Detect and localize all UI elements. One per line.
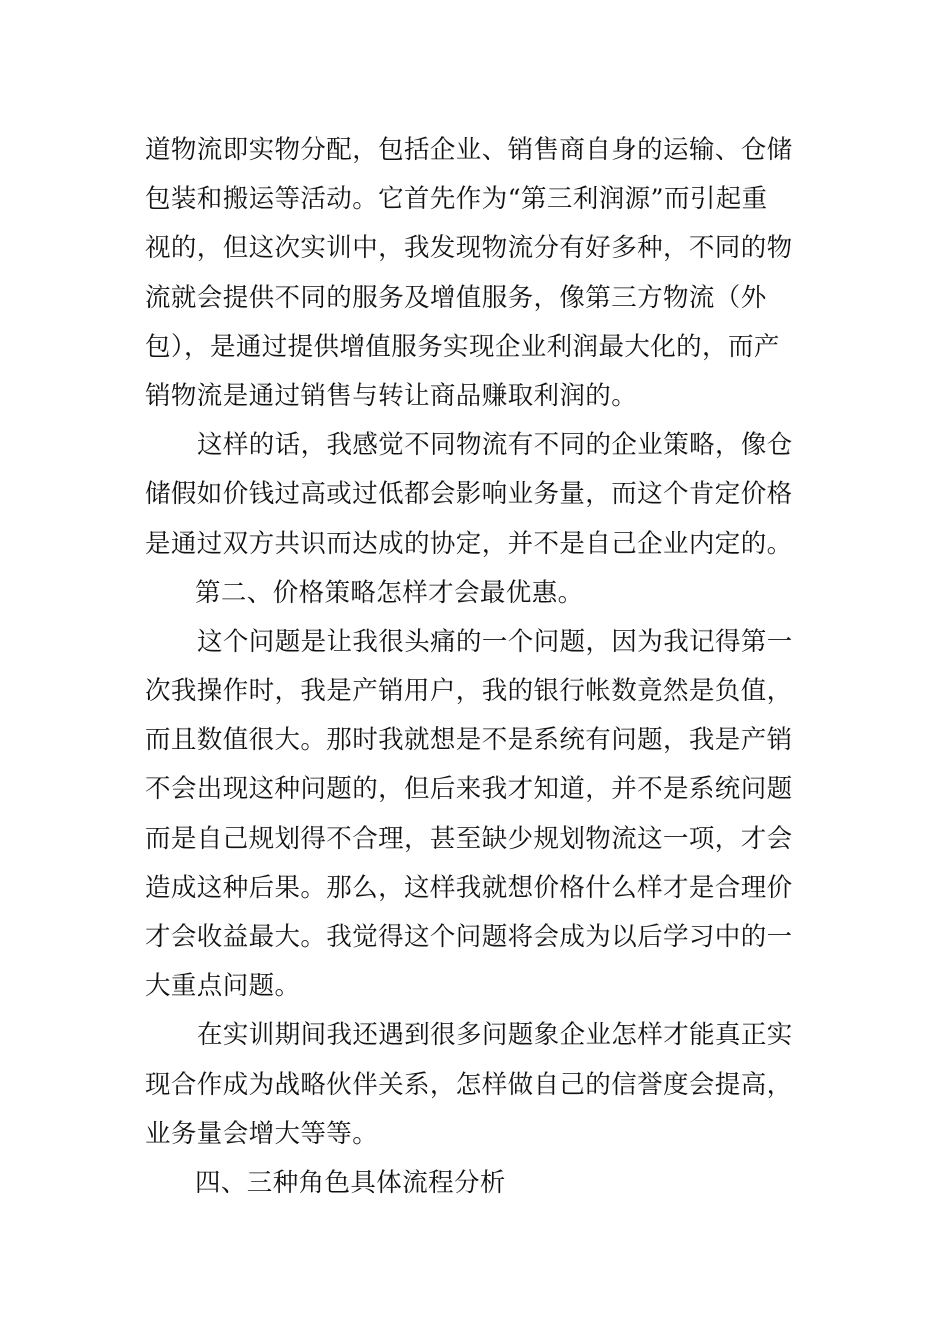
paragraph-start-line: 这个问题是让我很头痛的一个问题，因为我记得第一 — [197, 626, 793, 657]
text-line: 视的，但这次实训中，我发现物流分有好多种，不同的物 — [145, 233, 793, 264]
text-line: 造成这种后果。那么，这样我就想价格什么样才是合理价 — [145, 872, 793, 903]
text-line: 现合作成为战略伙伴关系，怎样做自己的信誉度会提高， — [145, 1069, 793, 1100]
text-line: 而是自己规划得不合理，甚至缺少规划物流这一项，才会 — [145, 823, 793, 854]
text-line: 才会收益最大。我觉得这个问题将会成为以后学习中的一 — [145, 922, 793, 952]
paragraph-start-line: 这样的话，我感觉不同物流有不同的企业策略，像仓 — [197, 430, 793, 461]
text-line: 销物流是通过销售与转让商品赚取利润的。 — [145, 380, 638, 411]
text-line: 包），是通过提供增值服务实现企业利润最大化的，而产 — [145, 331, 780, 362]
text-line: 大重点问题。 — [145, 971, 301, 1002]
text-line: 道物流即实物分配，包括企业、销售商自身的运输、仓储 — [145, 135, 793, 165]
text-line: 业务量会增大等等。 — [145, 1118, 379, 1149]
section-heading-pricing: 第二、价格策略怎样才会最优惠。 — [195, 577, 584, 608]
text-line: 而且数值很大。那时我就想是不是系统有问题，我是产销 — [145, 725, 793, 756]
text-line: 不会出现这种问题的，但后来我才知道，并不是系统问题 — [145, 774, 793, 805]
section-heading-roles: 四、三种角色具体流程分析 — [195, 1167, 506, 1198]
text-line: 流就会提供不同的服务及增值服务，像第三方物流（外 — [145, 282, 767, 313]
text-line: 包装和搬运等活动。它首先作为“第三利润源”而引起重 — [145, 184, 768, 215]
paragraph-start-line: 在实训期间我还遇到很多问题象企业怎样才能真正实 — [197, 1020, 793, 1051]
text-line: 储假如价钱过高或过低都会影响业务量，而这个肯定价格 — [145, 479, 793, 510]
text-line: 是通过双方共识而达成的协定，并不是自己企业内定的。 — [145, 528, 793, 559]
text-line: 次我操作时，我是产销用户，我的银行帐数竟然是负值， — [145, 676, 793, 707]
body-text — [145, 126, 809, 1208]
